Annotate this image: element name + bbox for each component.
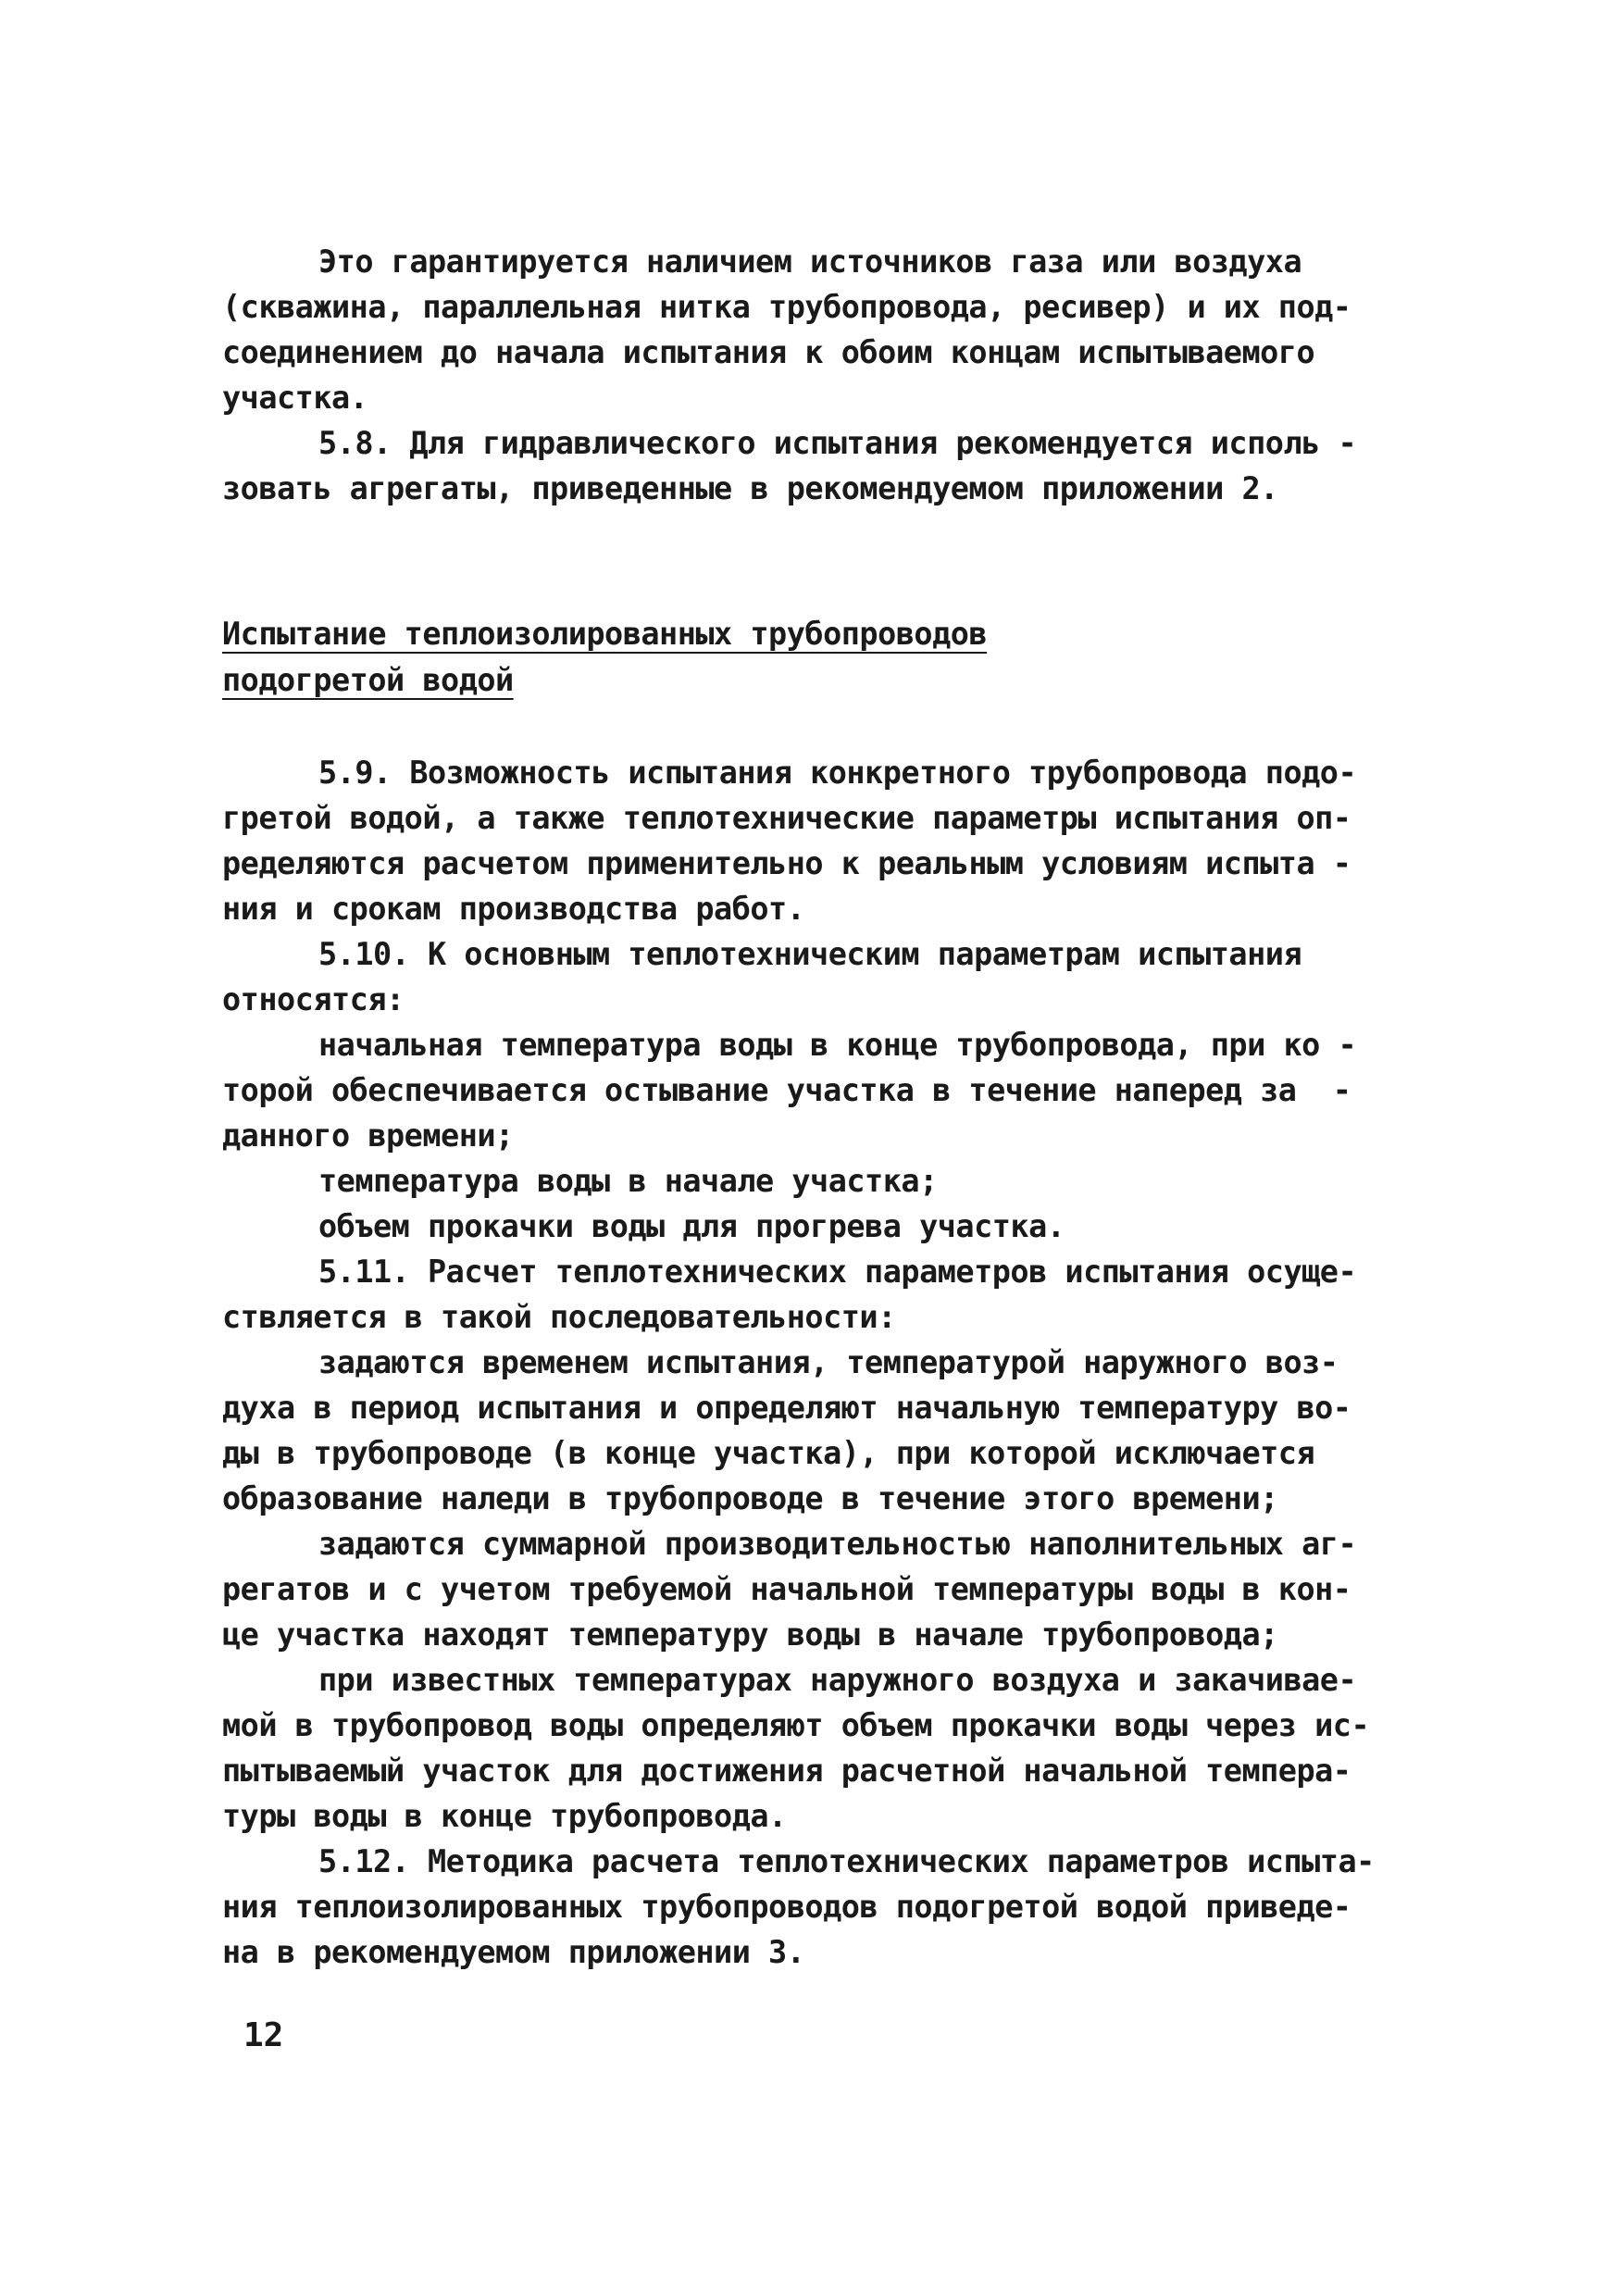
text-line: туры воды в конце трубопровода. [222,1798,787,1834]
text-line: це участка находят температуру воды в начале трубопровода; [222,1616,1278,1653]
text-line: торой обеспечивается остывание участка в течение наперед за - [222,1072,1351,1108]
text-line: относятся: [222,981,405,1017]
text-line: мой в трубопровод воды определяют объем прокачки воды через ис- [222,1707,1370,1743]
text-line: зовать агрегаты, приведенные в рекомендуемом приложении 2. [222,470,1278,506]
page-number: 12 [243,2016,284,2054]
text-line: объем прокачки воды для прогрева участка. [318,1208,1065,1244]
text-line: пытываемый участок для достижения расчетной начальной темпера- [222,1753,1351,1789]
text-line: ния и срокам производства работ. [222,891,805,927]
text-line: 5.11. Расчет теплотехнических параметров испытания осуще- [318,1254,1357,1290]
text-line: гретой водой, а также теплотехнические параметры испытания оп- [222,800,1351,836]
section-1 [222,239,1407,511]
text-line: 5.12. Методика расчета теплотехнических параметров испыта- [318,1843,1375,1879]
text-line: на в рекомендуемом приложении 3. [222,1934,805,1970]
text-line: 5.10. К основным теплотехническим параметрам испытания [318,936,1302,972]
text-line: (скважина, параллельная нитка трубопровода, ресивер) и их под- [222,289,1351,325]
text-line: ределяются расчетом применительно к реальным условиям испыта - [222,845,1351,881]
text-line: Это гарантируется наличием источников газа или воздуха [318,243,1302,280]
text-line: участка. [222,380,368,416]
text-line: духа в период испытания и определяют начальную температуру во- [222,1390,1351,1426]
heading-line-2: подогретой водой [222,662,514,698]
text-line: 5.8. Для гидравлического испытания рекомендуется исполь - [318,425,1357,461]
text-line: регатов и с учетом требуемой начальной температуры воды в кон- [222,1571,1351,1607]
section-2 [222,750,1407,1975]
text-line: ствляется в такой последовательности: [222,1299,896,1335]
text-line: ния теплоизолированных трубопроводов подогретой водой приведе- [222,1889,1351,1925]
section-heading [222,611,987,704]
text-line: начальная температура воды в конце трубопровода, при ко - [318,1027,1357,1063]
text-line: задаются временем испытания, температурой наружного воз- [318,1344,1339,1380]
text-line: соединением до начала испытания к обоим концам испытываемого [222,334,1315,370]
text-line: температура воды в начале участка; [318,1163,938,1199]
text-line: 5.9. Возможность испытания конкретного трубопровода подо- [318,755,1357,791]
text-line: образование наледи в трубопроводе в течение этого времени; [222,1480,1278,1516]
heading-line-1: Испытание теплоизолированных трубопроводов [222,616,988,652]
text-line: данного времени; [222,1117,514,1154]
text-line: при известных температурах наружного воздуха и закачивае- [318,1662,1357,1698]
text-line: ды в трубопроводе (в конце участка), при которой исключается [222,1435,1315,1471]
text-line: задаются суммарной производительностью наполнительных аг- [318,1526,1357,1562]
